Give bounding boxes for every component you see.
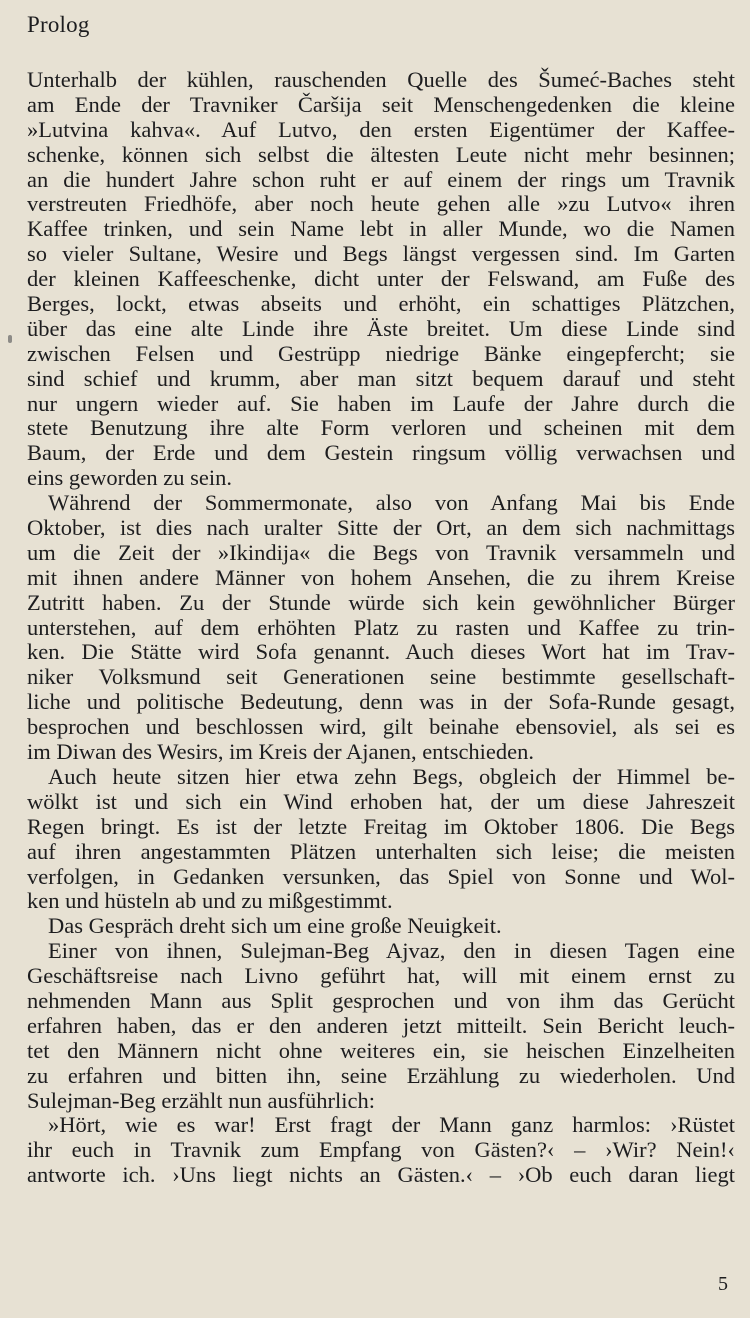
text-line: ken und hüsteln ab und zu mißgestimmt.	[27, 888, 393, 914]
text-line: Zutritt haben. Zu der Stunde würde sich kein gewöhnlicher Bürger	[27, 589, 735, 615]
text-line: an die hundert Jahre schon ruht er auf einem der rings um Travnik	[27, 166, 735, 192]
text-line: unterstehen, auf dem erhöhten Platz zu rasten und Kaffee zu trin-	[27, 614, 735, 640]
text-line: über das eine alte Linde ihre Äste breitet. Um diese Linde sind	[27, 315, 735, 341]
text-line: Während der Sommermonate, also von Anfang Mai bis Ende	[48, 490, 735, 516]
text-line: Regen bringt. Es ist der letzte Freitag im Oktober 1806. Die Begs	[27, 813, 735, 839]
text-line: Geschäftsreise nach Livno geführt hat, will mit einem ernst zu	[27, 963, 735, 989]
text-line: der kleinen Kaffeeschenke, dicht unter der Felswand, am Fuße des	[27, 266, 735, 292]
text-line: schenke, können sich selbst die ältesten Leute nicht mehr besinnen;	[27, 141, 735, 167]
text-line: auf ihren angestammten Plätzen unterhalten sich leise; die meisten	[27, 838, 735, 864]
text-line: besprochen und beschlossen wird, gilt beinahe ebensoviel, als sei es	[27, 714, 735, 740]
text-line: Auch heute sitzen hier etwa zehn Begs, obgleich der Himmel be-	[48, 763, 735, 789]
text-line: liche und politische Bedeutung, denn was in der Sofa-Runde gesagt,	[27, 689, 735, 715]
text-line: wölkt ist und sich ein Wind erhoben hat, der um diese Jahreszeit	[27, 788, 735, 814]
text-line: Baum, der Erde und dem Gestein ringsum völlig verwachsen und	[27, 440, 735, 466]
text-line: am Ende der Travniker Čaršija seit Menschengedenken die kleine	[27, 91, 735, 117]
text-line: erfahren haben, das er den anderen jetzt mitteilt. Sein Bericht leuch-	[27, 1012, 735, 1038]
text-line: »Lutvina kahva«. Auf Lutvo, den ersten Eigentümer der Kaffee-	[27, 116, 735, 142]
text-line: mit ihnen andere Männer von hohem Ansehen, die zu ihrem Kreise	[27, 564, 735, 590]
text-line: niker Volksmund seit Generationen seine bestimmte gesellschaft-	[27, 664, 735, 690]
text-line: zu erfahren und bitten ihn, seine Erzählung zu wiederholen. Und	[27, 1062, 735, 1088]
text-line: nehmenden Mann aus Split gesprochen und von ihm das Gerücht	[27, 987, 735, 1013]
text-line: tet den Männern nicht ohne weiteres ein, sie heischen Einzelheiten	[27, 1037, 735, 1063]
body-text	[27, 68, 735, 1188]
text-line: Kaffee trinken, und sein Name lebt in aller Munde, wo die Namen	[27, 216, 735, 242]
text-line: Einer von ihnen, Sulejman-Beg Ajvaz, den in diesen Tagen eine	[48, 938, 735, 964]
text-line: ken. Die Stätte wird Sofa genannt. Auch dieses Wort hat im Trav-	[27, 639, 735, 665]
text-line: nur ungern wieder auf. Sie haben im Laufe der Jahre durch die	[27, 390, 735, 416]
text-line: um die Zeit der »Ikindija« die Begs von Travnik versammeln und	[27, 539, 735, 565]
text-line: Berges, lockt, etwas abseits und erhöht, ein schattiges Plätzchen,	[27, 291, 735, 317]
text-line: verstreuten Friedhöfe, aber noch heute gehen alle »zu Lutvo« ihren	[27, 191, 735, 217]
chapter-title: Prolog	[27, 12, 90, 37]
text-line: Oktober, ist dies nach uralter Sitte der Ort, an dem sich nachmittags	[27, 515, 735, 541]
text-line: eins geworden zu sein.	[27, 465, 232, 491]
text-line: »Hört, wie es war! Erst fragt der Mann ganz harmlos: ›Rüstet	[48, 1112, 735, 1138]
text-line: Das Gespräch dreht sich um eine große Neuigkeit.	[48, 913, 502, 939]
text-line: verfolgen, in Gedanken versunken, das Spiel von Sonne und Wol-	[27, 863, 735, 889]
text-line: im Diwan des Wesirs, im Kreis der Ajanen, entschieden.	[27, 739, 535, 765]
text-line: sind schief und krumm, aber man sitzt bequem darauf und steht	[27, 365, 735, 391]
text-line: stete Benutzung ihre alte Form verloren und scheinen mit dem	[27, 415, 735, 441]
text-line: antworte ich. ›Uns liegt nichts an Gästen.‹ – ›Ob euch daran liegt	[27, 1162, 735, 1188]
text-line: Unterhalb der kühlen, rauschenden Quelle des Šumeć-Baches steht	[27, 67, 735, 92]
page-number: 5	[718, 1273, 728, 1295]
text-line: ihr euch in Travnik zum Empfang von Gästen?‹ – ›Wir? Nein!‹	[27, 1137, 735, 1163]
margin-mark	[8, 335, 12, 343]
text-line: Sulejman-Beg erzählt nun ausführlich:	[27, 1087, 376, 1113]
text-line: so vieler Sultane, Wesire und Begs längst vergessen sind. Im Garten	[27, 241, 735, 267]
text-line: zwischen Felsen und Gestrüpp niedrige Bänke eingepfercht; sie	[27, 340, 735, 366]
